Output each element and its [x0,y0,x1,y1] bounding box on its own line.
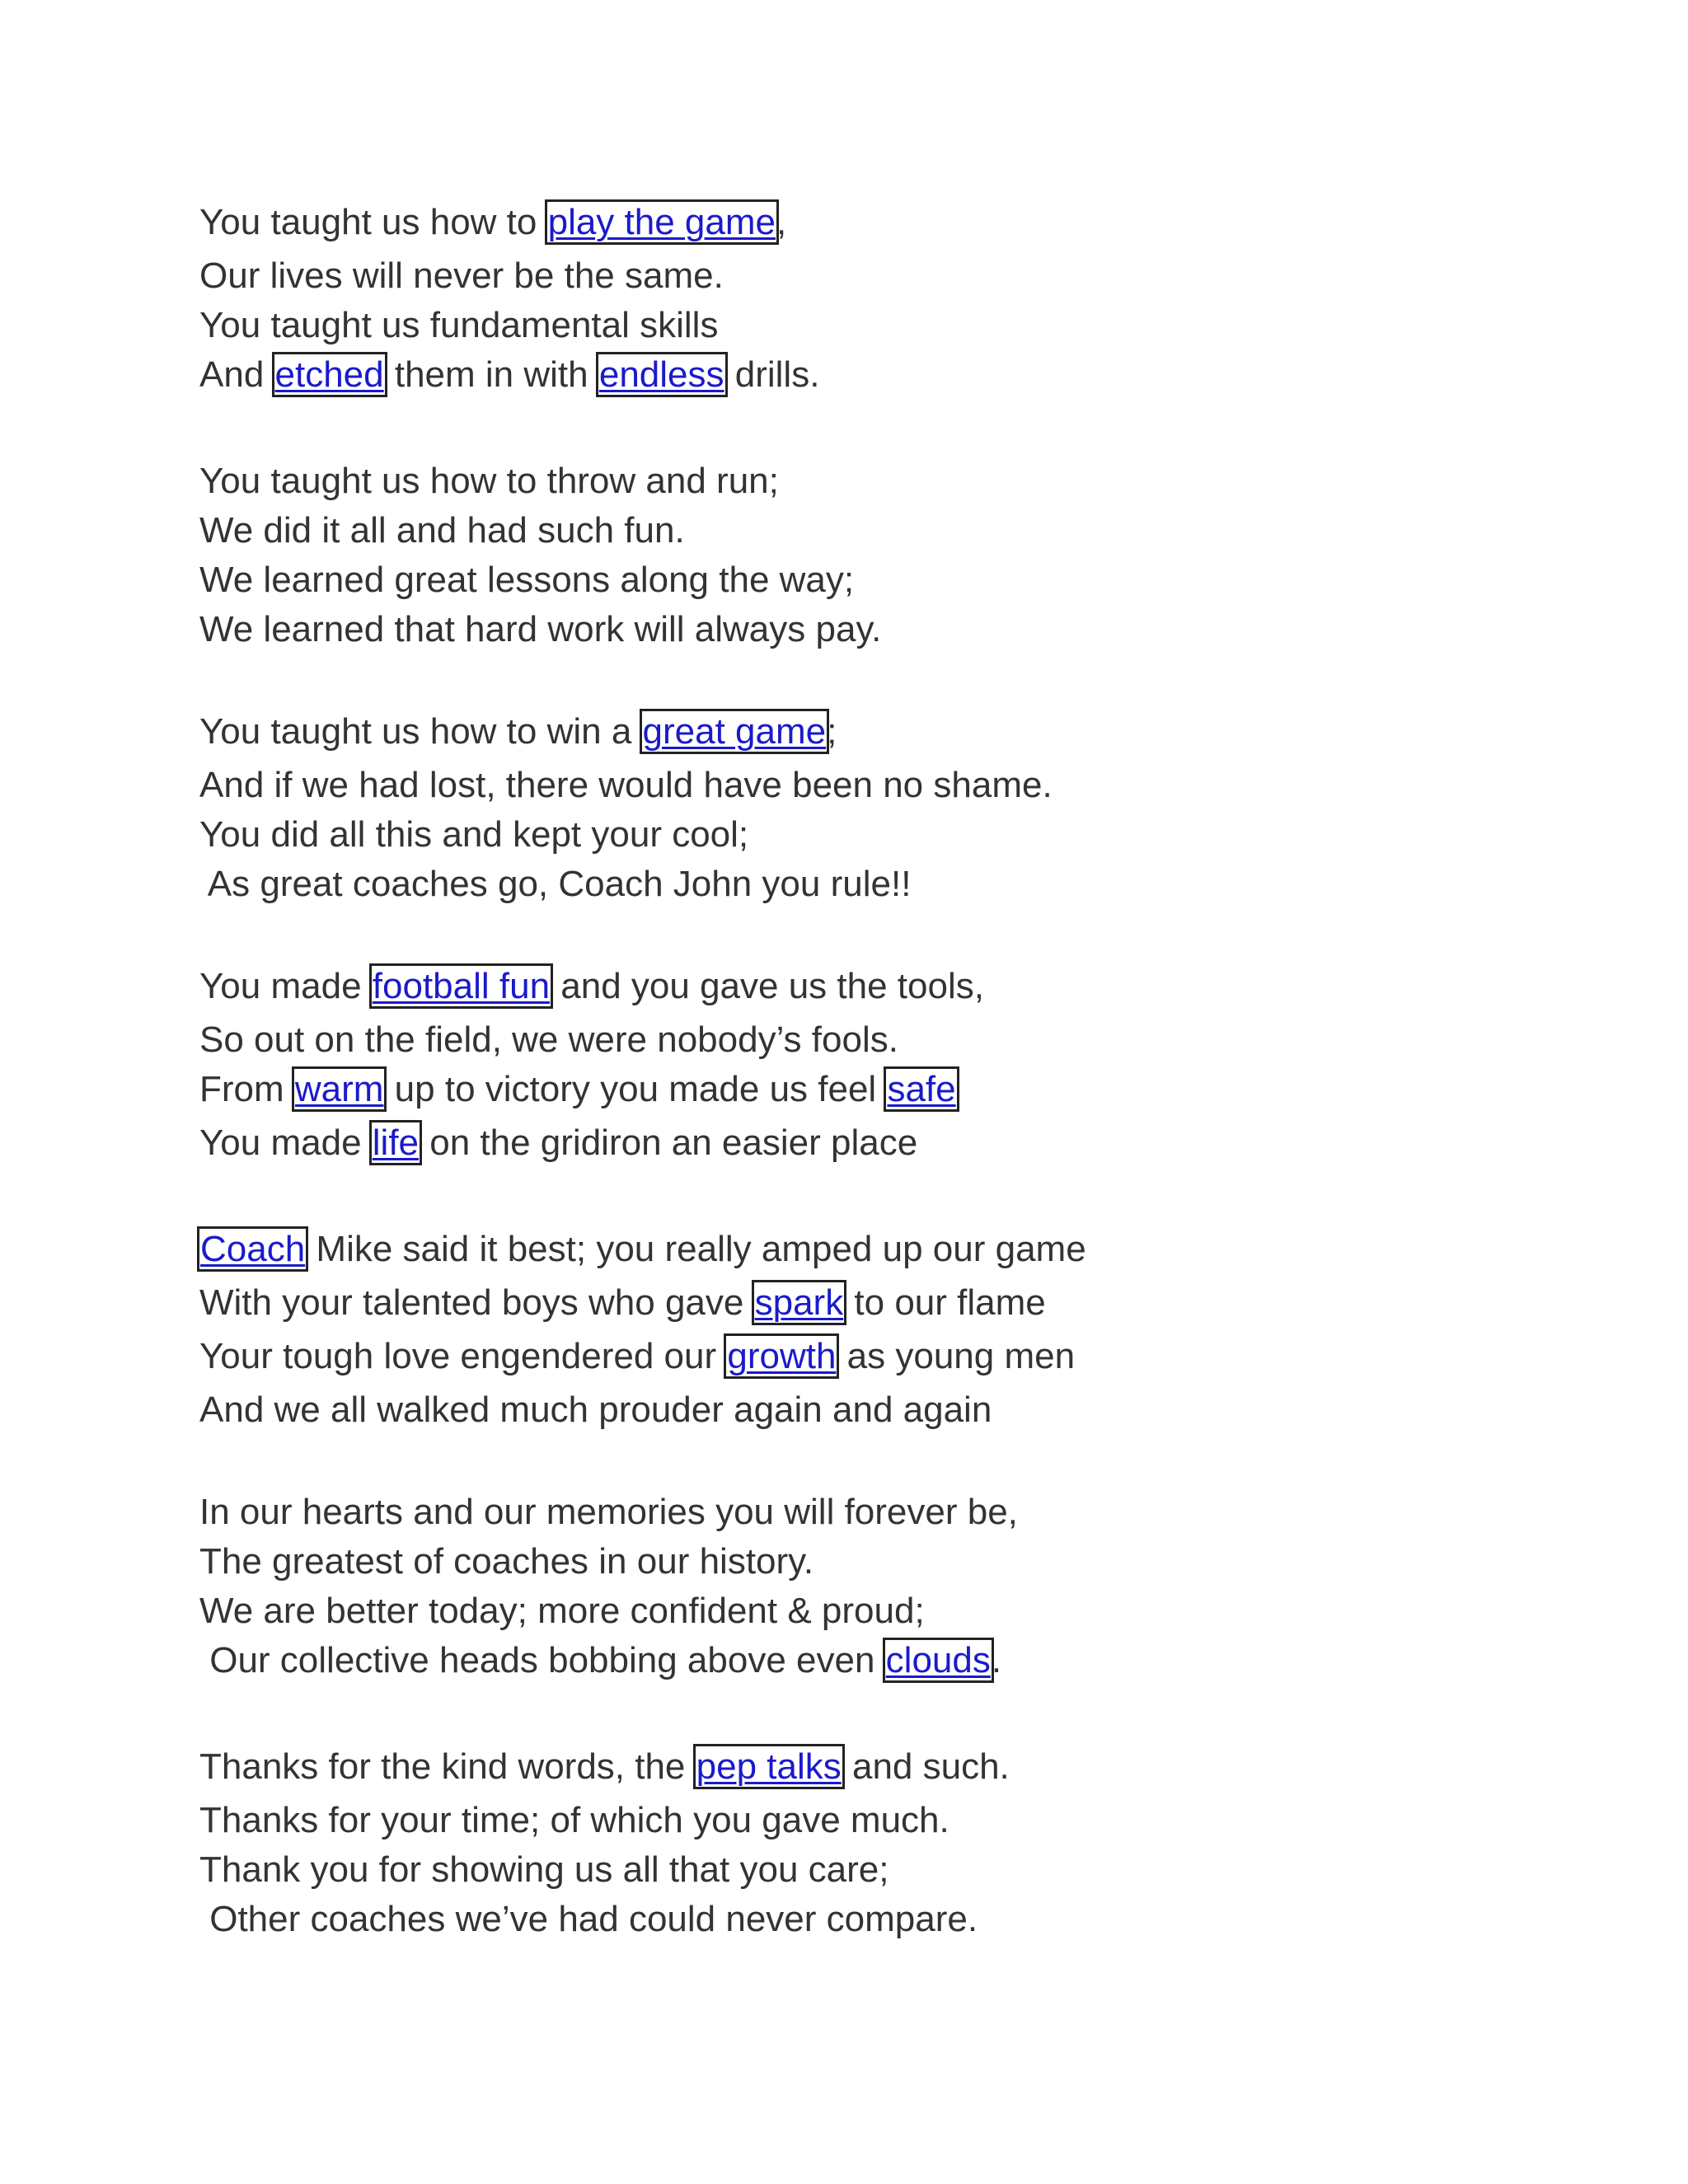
line-text: as young men [837,1336,1076,1376]
line-text: ; [827,711,837,752]
line-text: You taught us fundamental skills [199,305,719,345]
poem-line [199,1118,1436,1172]
line-text: So out on the field, we were nobody’s fools. [199,1019,898,1060]
line-text: Thank you for showing us all that you care; [199,1849,889,1890]
poem-line [199,1065,1436,1118]
poem-stanza [199,198,1436,404]
poem-body [199,198,1436,1944]
hyperlink[interactable]: pep talks [696,1746,842,1787]
line-text: And we all walked much prouder again and again [199,1390,992,1430]
hyperlink[interactable]: growth [727,1336,837,1376]
hyperlink[interactable]: play the game [547,202,776,242]
poem-line [199,1332,1436,1385]
line-text: on the gridiron an easier place [420,1122,918,1163]
hyperlink[interactable]: football fun [372,966,551,1006]
line-text: You taught us how to [199,202,547,242]
line-text: You made [199,1122,372,1163]
hyperlink[interactable]: spark [754,1282,844,1323]
line-text: to our flame [844,1282,1046,1323]
line-text: . [991,1640,1002,1680]
poem-line [199,198,1436,251]
line-text: We learned that hard work will always pay. [199,609,882,649]
line-text: You taught us how to throw and run; [199,461,779,501]
poem-line [199,1488,1436,1537]
line-text: As great coaches go, Coach John you rule!! [199,864,912,904]
line-text: We did it all and had such fun. [199,510,685,551]
poem-line [199,605,1436,654]
poem-line [199,1636,1436,1690]
poem-line [199,457,1436,506]
hyperlink[interactable]: safe [887,1069,956,1109]
poem-stanza [199,707,1436,909]
line-text: Thanks for your time; of which you gave much. [199,1800,950,1840]
line-text: and you gave us the tools, [551,966,984,1006]
line-text: With your talented boys who gave [199,1282,754,1323]
hyperlink[interactable]: life [372,1122,420,1163]
hyperlink[interactable]: great game [642,711,827,752]
hyperlink[interactable]: warm [294,1069,384,1109]
line-text: drills. [724,354,820,395]
line-text: You taught us how to win a [199,711,642,752]
line-text: You made [199,966,372,1006]
poem-line [199,506,1436,555]
line-text: Your tough love engendered our [199,1336,727,1376]
poem-line [199,1742,1436,1796]
line-text: Our collective heads bobbing above even [199,1640,885,1680]
poem-stanza [199,1225,1436,1435]
line-text: , [776,202,787,242]
poem-stanza [199,962,1436,1172]
line-text: Our lives will never be the same. [199,255,724,296]
poem-line [199,1537,1436,1586]
hyperlink[interactable]: etched [274,354,384,395]
line-text: up to victory you made us feel [384,1069,887,1109]
poem-stanza [199,1488,1436,1690]
poem-line [199,301,1436,350]
poem-line [199,1586,1436,1636]
poem-line [199,810,1436,860]
poem-line [199,1015,1436,1065]
poem-line [199,1895,1436,1944]
poem-line [199,1845,1436,1895]
line-text: The greatest of coaches in our history. [199,1541,814,1582]
poem-line [199,761,1436,810]
hyperlink[interactable]: clouds [885,1640,991,1680]
poem-line [199,707,1436,761]
poem-line [199,1278,1436,1332]
line-text: and such. [842,1746,1010,1787]
line-text: And if we had lost, there would have been no shame. [199,765,1053,805]
line-text: From [199,1069,294,1109]
hyperlink[interactable]: Coach [200,1229,306,1269]
line-text: And [199,354,274,395]
line-text: Mike said it best; you really amped up our game [306,1229,1086,1269]
line-text: In our hearts and our memories you will forever be, [199,1492,1018,1532]
poem-line [199,962,1436,1015]
hyperlink[interactable]: endless [598,354,724,395]
poem-line [199,555,1436,605]
line-text: them in with [384,354,598,395]
poem-stanza [199,457,1436,654]
poem-stanza [199,1742,1436,1944]
line-text: You did all this and kept your cool; [199,814,749,855]
poem-line [199,860,1436,909]
poem-line [199,251,1436,301]
poem-line [199,1385,1436,1435]
line-text: Thanks for the kind words, the [199,1746,696,1787]
line-text: Other coaches we’ve had could never compare. [199,1899,978,1939]
poem-line [199,1225,1436,1278]
poem-line [199,1796,1436,1845]
line-text: We learned great lessons along the way; [199,560,855,600]
poem-line [199,350,1436,404]
line-text: We are better today; more confident & proud; [199,1591,925,1631]
